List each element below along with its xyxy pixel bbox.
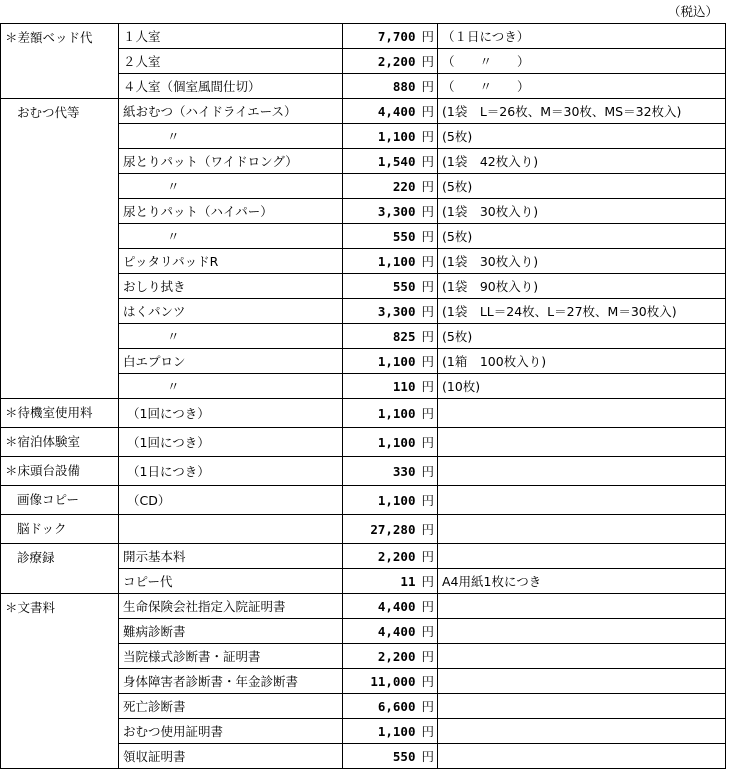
item-cell: ４人室（個室風間仕切）: [119, 74, 343, 99]
price-amount: 3,300: [377, 204, 416, 219]
note-cell: （ 〃 ）: [438, 74, 726, 99]
category-cell: ＊文書料: [1, 594, 119, 769]
yen-unit: 円: [421, 724, 434, 739]
note-cell: （ 〃 ）: [438, 49, 726, 74]
fee-table: [0, 23, 726, 769]
yen-unit: 円: [421, 304, 434, 319]
item-cell: おむつ使用証明書: [119, 719, 343, 744]
price-cell: [343, 299, 438, 324]
yen-unit: 円: [421, 329, 434, 344]
yen-unit: 円: [421, 154, 434, 169]
yen-unit: 円: [421, 699, 434, 714]
yen-unit: 円: [421, 179, 434, 194]
price-amount: 11: [400, 574, 416, 589]
price-amount: 1,100: [377, 406, 416, 421]
tax-included-note: （税込）: [667, 4, 718, 19]
price-cell: [343, 74, 438, 99]
item-cell: はくパンツ: [119, 299, 343, 324]
item-cell: 〃: [119, 124, 343, 149]
item-cell: コピー代: [119, 569, 343, 594]
yen-unit: 円: [421, 279, 434, 294]
item-cell: 〃: [119, 174, 343, 199]
category-cell: 診療録: [1, 544, 119, 594]
price-amount: 2,200: [377, 549, 416, 564]
yen-unit: 円: [421, 435, 434, 450]
note-cell: (5枚): [438, 324, 726, 349]
item-cell: 尿とりパット（ワイドロング）: [119, 149, 343, 174]
yen-unit: 円: [421, 624, 434, 639]
price-amount: 4,400: [377, 104, 416, 119]
item-cell: 身体障害者診断書・年金診断書: [119, 669, 343, 694]
yen-unit: 円: [421, 493, 434, 508]
note-cell: [438, 719, 726, 744]
item-cell: 難病診断書: [119, 619, 343, 644]
price-cell: [343, 324, 438, 349]
yen-unit: 円: [421, 104, 434, 119]
yen-unit: 円: [421, 749, 434, 764]
price-amount: 1,100: [377, 129, 416, 144]
note-cell: [438, 515, 726, 544]
note-cell: (1袋 30枚入り): [438, 199, 726, 224]
price-cell: [343, 544, 438, 569]
note-cell: [438, 694, 726, 719]
yen-unit: 円: [421, 522, 434, 537]
category-cell: ＊待機室使用料: [1, 399, 119, 428]
price-cell: [343, 486, 438, 515]
price-amount: 330: [392, 464, 416, 479]
yen-unit: 円: [421, 379, 434, 394]
note-cell: (1袋 90枚入り): [438, 274, 726, 299]
price-cell: [343, 349, 438, 374]
note-cell: [438, 669, 726, 694]
price-cell: [343, 274, 438, 299]
yen-unit: 円: [421, 674, 434, 689]
item-cell: １人室: [119, 24, 343, 49]
note-cell: [438, 744, 726, 769]
price-cell: [343, 594, 438, 619]
note-cell: [438, 486, 726, 515]
price-cell: [343, 124, 438, 149]
item-cell: 紙おむつ（ハイドライエース）: [119, 99, 343, 124]
yen-unit: 円: [421, 406, 434, 421]
price-cell: [343, 428, 438, 457]
note-cell: (1袋 LL＝24枚、L＝27枚、M＝30枚入): [438, 299, 726, 324]
note-cell: (5枚): [438, 124, 726, 149]
category-cell: 画像コピー: [1, 486, 119, 515]
price-amount: 1,100: [377, 493, 416, 508]
item-cell: 尿とりパット（ハイパー）: [119, 199, 343, 224]
table-row: [1, 99, 726, 124]
yen-unit: 円: [421, 464, 434, 479]
price-amount: 6,600: [377, 699, 416, 714]
yen-unit: 円: [421, 54, 434, 69]
yen-unit: 円: [421, 79, 434, 94]
note-cell: (5枚): [438, 174, 726, 199]
price-cell: [343, 24, 438, 49]
item-cell: [119, 515, 343, 544]
price-amount: 550: [392, 229, 416, 244]
note-cell: [438, 457, 726, 486]
table-row: [1, 399, 726, 428]
category-cell: おむつ代等: [1, 99, 119, 399]
note-cell: (1袋 30枚入り): [438, 249, 726, 274]
price-cell: [343, 569, 438, 594]
yen-unit: 円: [421, 649, 434, 664]
price-amount: 11,000: [370, 674, 416, 689]
note-cell: （１日につき）: [438, 24, 726, 49]
table-row: [1, 24, 726, 49]
price-cell: [343, 224, 438, 249]
item-cell: （1回につき）: [119, 428, 343, 457]
yen-unit: 円: [421, 354, 434, 369]
price-amount: 550: [392, 749, 416, 764]
item-cell: 〃: [119, 374, 343, 399]
note-cell: (1袋 42枚入り): [438, 149, 726, 174]
item-cell: 生命保険会社指定入院証明書: [119, 594, 343, 619]
yen-unit: 円: [421, 574, 434, 589]
price-cell: [343, 619, 438, 644]
item-cell: （CD）: [119, 486, 343, 515]
note-cell: A4用紙1枚につき: [438, 569, 726, 594]
price-amount: 1,100: [377, 354, 416, 369]
price-amount: 1,100: [377, 724, 416, 739]
price-amount: 7,700: [377, 29, 416, 44]
item-cell: 白エプロン: [119, 349, 343, 374]
item-cell: ２人室: [119, 49, 343, 74]
price-cell: [343, 374, 438, 399]
price-cell: [343, 719, 438, 744]
table-row: [1, 457, 726, 486]
price-amount: 550: [392, 279, 416, 294]
price-cell: [343, 744, 438, 769]
category-cell: ＊宿泊体験室: [1, 428, 119, 457]
yen-unit: 円: [421, 254, 434, 269]
price-cell: [343, 694, 438, 719]
yen-unit: 円: [421, 204, 434, 219]
note-cell: [438, 399, 726, 428]
yen-unit: 円: [421, 29, 434, 44]
item-cell: 〃: [119, 224, 343, 249]
note-cell: [438, 594, 726, 619]
price-cell: [343, 249, 438, 274]
yen-unit: 円: [421, 549, 434, 564]
price-amount: 2,200: [377, 649, 416, 664]
item-cell: （1回につき）: [119, 399, 343, 428]
price-amount: 110: [392, 379, 416, 394]
price-amount: 1,100: [377, 435, 416, 450]
note-cell: (5枚): [438, 224, 726, 249]
price-cell: [343, 669, 438, 694]
price-amount: 2,200: [377, 54, 416, 69]
price-amount: 27,280: [370, 522, 416, 537]
item-cell: 領収証明書: [119, 744, 343, 769]
price-amount: 4,400: [377, 599, 416, 614]
price-amount: 3,300: [377, 304, 416, 319]
item-cell: 死亡診断書: [119, 694, 343, 719]
price-amount: 880: [392, 79, 416, 94]
price-amount: 1,540: [377, 154, 416, 169]
note-cell: [438, 428, 726, 457]
item-cell: ピッタリパッドR: [119, 249, 343, 274]
item-cell: 〃: [119, 324, 343, 349]
yen-unit: 円: [421, 599, 434, 614]
price-amount: 220: [392, 179, 416, 194]
category-cell: ＊差額ベッド代: [1, 24, 119, 99]
fee-table-body: [1, 24, 726, 769]
category-cell: ＊床頭台設備: [1, 457, 119, 486]
price-cell: [343, 199, 438, 224]
note-cell: (1箱 100枚入り): [438, 349, 726, 374]
note-cell: [438, 644, 726, 669]
note-cell: (1袋 L＝26枚、M＝30枚、MS＝32枚入): [438, 99, 726, 124]
price-cell: [343, 515, 438, 544]
price-cell: [343, 174, 438, 199]
note-cell: [438, 619, 726, 644]
note-cell: [438, 544, 726, 569]
price-cell: [343, 457, 438, 486]
price-amount: 825: [392, 329, 416, 344]
price-cell: [343, 49, 438, 74]
item-cell: 開示基本料: [119, 544, 343, 569]
item-cell: おしり拭き: [119, 274, 343, 299]
yen-unit: 円: [421, 229, 434, 244]
price-amount: 1,100: [377, 254, 416, 269]
table-row: [1, 515, 726, 544]
table-row: [1, 486, 726, 515]
yen-unit: 円: [421, 129, 434, 144]
category-cell: 脳ドック: [1, 515, 119, 544]
table-row: [1, 594, 726, 619]
item-cell: （1日につき）: [119, 457, 343, 486]
note-cell: (10枚): [438, 374, 726, 399]
price-cell: [343, 149, 438, 174]
price-cell: [343, 644, 438, 669]
price-cell: [343, 99, 438, 124]
table-row: [1, 428, 726, 457]
table-row: [1, 544, 726, 569]
price-cell: [343, 399, 438, 428]
item-cell: 当院様式診断書・証明書: [119, 644, 343, 669]
price-amount: 4,400: [377, 624, 416, 639]
